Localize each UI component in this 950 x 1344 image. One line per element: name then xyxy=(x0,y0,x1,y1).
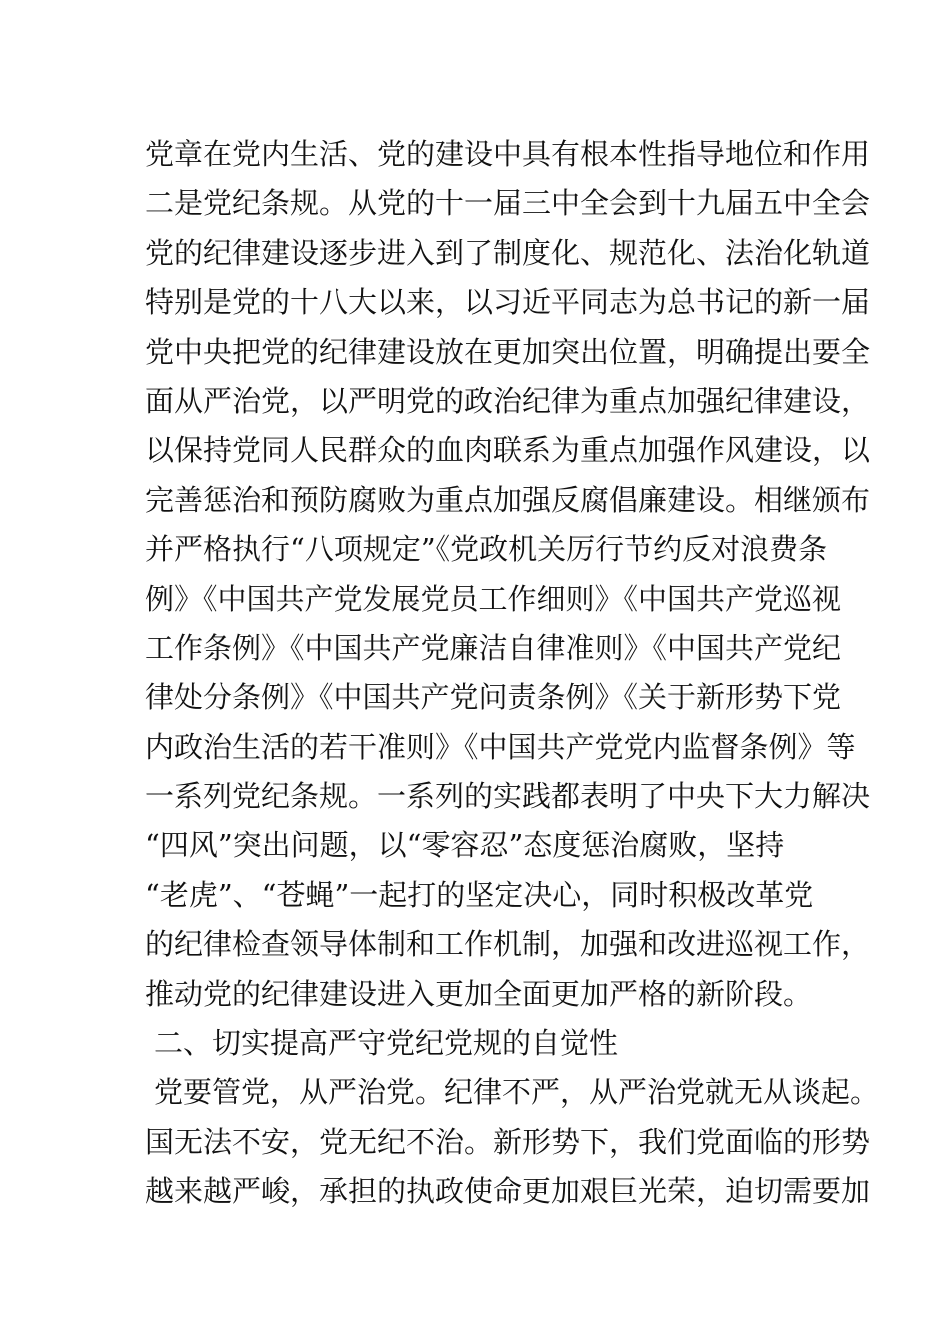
text-line: 一系列党纪条规。一系列的实践都表明了中央下大力解决 xyxy=(145,779,871,814)
text-line: 面从严治党，以严明党的政治纪律为重点加强纪律建设， xyxy=(145,383,871,418)
text-line: 以保持党同人民群众的血肉联系为重点加强作风建设，以 xyxy=(145,433,871,468)
text-line: 党的纪律建设逐步进入到了制度化、规范化、法治化轨道 xyxy=(145,235,871,270)
text-line: 二是党纪条规。从党的十一届三中全会到十九届五中全会 xyxy=(145,186,871,221)
text-line: 党中央把党的纪律建设放在更加突出位置，明确提出要全 xyxy=(145,334,871,369)
text-line: “四风”突出问题，以“零容忍”态度惩治腐败，坚持 xyxy=(145,828,785,863)
text-line: 例》《中国共产党发展党员工作细则》《中国共产党巡视 xyxy=(145,581,842,616)
text-line: 并严格执行“八项规定”《党政机关厉行节约反对浪费条 xyxy=(145,532,828,567)
section-heading: 二、切实提高严守党纪党规的自觉性 xyxy=(154,1026,619,1061)
body-text xyxy=(145,130,880,1217)
text-line: 特别是党的十八大以来，以习近平同志为总书记的新一届 xyxy=(145,285,871,320)
text-line: 的纪律检查领导体制和工作机制，加强和改进巡视工作， xyxy=(145,927,871,962)
text-line: “老虎”、“苍蝇”一起打的坚定决心，同时积极改革党 xyxy=(145,877,814,912)
text-line: 律处分条例》《中国共产党问责条例》《关于新形势下党 xyxy=(145,680,842,715)
text-line: 越来越严峻，承担的执政使命更加艰巨光荣，迫切需要加 xyxy=(145,1174,871,1209)
text-line: 完善惩治和预防腐败为重点加强反腐倡廉建设。相继颁布 xyxy=(145,482,871,517)
text-line: 内政治生活的若干准则》《中国共产党党内监督条例》等 xyxy=(145,729,856,764)
text-line: 党章在党内生活、党的建设中具有根本性指导地位和作用 xyxy=(145,137,871,171)
text-line: 工作条例》《中国共产党廉洁自律准则》《中国共产党纪 xyxy=(145,630,842,665)
text-line: 推动党的纪律建设进入更加全面更加严格的新阶段。 xyxy=(145,976,813,1011)
text-line: 党要管党，从严治党。纪律不严，从严治党就无从谈起。 xyxy=(154,1075,880,1110)
text-line: 国无法不安，党无纪不治。新形势下，我们党面临的形势 xyxy=(145,1124,871,1159)
